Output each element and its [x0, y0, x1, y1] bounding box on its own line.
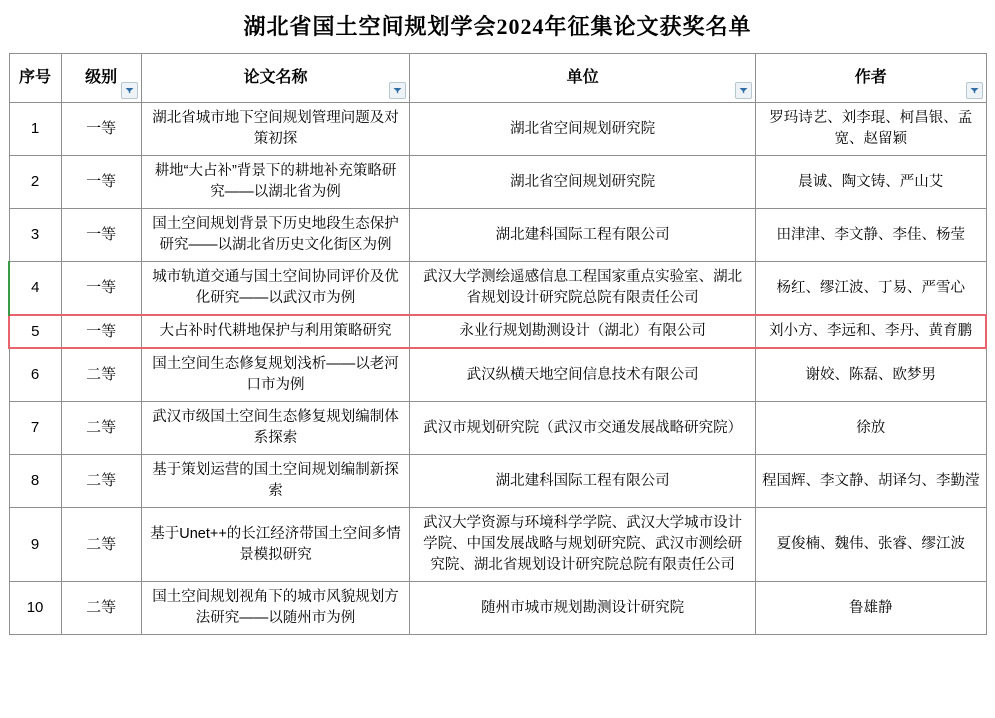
cell-level: 二等: [61, 508, 141, 582]
cell-unit: 湖北建科国际工程有限公司: [410, 455, 756, 508]
column-header-unit: [410, 54, 756, 103]
cell-authors: 鲁雄静: [756, 582, 987, 635]
cell-unit: 湖北建科国际工程有限公司: [410, 209, 756, 262]
cell-authors: 刘小方、李远和、李丹、黄育鹏: [756, 315, 987, 348]
cell-level: 二等: [61, 582, 141, 635]
cell-authors: 杨红、缪江波、丁易、严雪心: [756, 262, 987, 316]
table-row: [9, 582, 986, 635]
cell-index: 4: [9, 262, 61, 316]
column-header-paper: [141, 54, 410, 103]
table-row: [9, 508, 986, 582]
cell-unit: 武汉大学资源与环境科学学院、武汉大学城市设计学院、中国发展战略与规划研究院、武汉市测绘研究院、湖北省规划设计研究院总院有限责任公司: [410, 508, 756, 582]
cell-paper: 大占补时代耕地保护与利用策略研究: [141, 315, 410, 348]
cell-paper: 耕地“大占补”背景下的耕地补充策略研究——以湖北省为例: [141, 156, 410, 209]
cell-unit: 武汉市规划研究院（武汉市交通发展战略研究院）: [410, 402, 756, 455]
cell-paper: 国土空间规划视角下的城市风貌规划方法研究——以随州市为例: [141, 582, 410, 635]
cell-index: 9: [9, 508, 61, 582]
table-header: [9, 54, 986, 103]
cell-index: 7: [9, 402, 61, 455]
cell-level: 一等: [61, 209, 141, 262]
column-header-index: [9, 54, 61, 103]
filter-dropdown-icon-level[interactable]: [121, 82, 138, 99]
page-title: 湖北省国土空间规划学会2024年征集论文获奖名单: [243, 14, 752, 39]
column-header-authors-label: 作者: [854, 69, 887, 87]
cell-index: 10: [9, 582, 61, 635]
table-row: [9, 262, 986, 316]
filter-dropdown-icon-paper[interactable]: [389, 82, 406, 99]
cell-authors: 谢姣、陈磊、欧梦男: [756, 348, 987, 402]
cell-level: 二等: [61, 348, 141, 402]
cell-unit: 永业行规划勘测设计（湖北）有限公司: [410, 315, 756, 348]
cell-level: 一等: [61, 156, 141, 209]
column-header-index-label: 序号: [19, 69, 52, 87]
table-row: [9, 402, 986, 455]
cell-level: 一等: [61, 262, 141, 316]
cell-unit: 湖北省空间规划研究院: [410, 103, 756, 156]
cell-paper: 湖北省城市地下空间规划管理问题及对策初探: [141, 103, 410, 156]
cell-unit: 湖北省空间规划研究院: [410, 156, 756, 209]
cell-authors: 夏俊楠、魏伟、张睿、缪江波: [756, 508, 987, 582]
table-row: [9, 455, 986, 508]
column-header-paper-label: 论文名称: [243, 69, 308, 87]
filter-dropdown-icon-authors[interactable]: [966, 82, 983, 99]
table-row-highlighted: [9, 315, 986, 348]
cell-level: 二等: [61, 455, 141, 508]
cell-index: 2: [9, 156, 61, 209]
cell-unit: 武汉大学测绘遥感信息工程国家重点实验室、湖北省规划设计研究院总院有限责任公司: [410, 262, 756, 316]
cell-unit: 随州市城市规划勘测设计研究院: [410, 582, 756, 635]
cell-paper: 国土空间生态修复规划浅析——以老河口市为例: [141, 348, 410, 402]
cell-index: 8: [9, 455, 61, 508]
cell-index: 3: [9, 209, 61, 262]
cell-level: 一等: [61, 315, 141, 348]
cell-paper: 城市轨道交通与国土空间协同评价及优化研究——以武汉市为例: [141, 262, 410, 316]
column-header-authors: [756, 54, 987, 103]
table-header-row: [9, 54, 986, 103]
table-row: [9, 156, 986, 209]
cell-index: 1: [9, 103, 61, 156]
table-body: [9, 103, 986, 635]
cell-index: 5: [9, 315, 61, 348]
cell-authors: 晨诚、陶文铸、严山艾: [756, 156, 987, 209]
cell-level: 一等: [61, 103, 141, 156]
column-header-level: [61, 54, 141, 103]
cell-paper: 基于Unet++的长江经济带国土空间多情景模拟研究: [141, 508, 410, 582]
cell-paper: 国土空间规划背景下历史地段生态保护研究——以湖北省历史文化街区为例: [141, 209, 410, 262]
cell-paper: 武汉市级国土空间生态修复规划编制体系探索: [141, 402, 410, 455]
table-row: [9, 103, 986, 156]
cell-level: 二等: [61, 402, 141, 455]
column-header-level-label: 级别: [85, 69, 118, 87]
cell-authors: 程国辉、李文静、胡译匀、李勤滢: [756, 455, 987, 508]
cell-authors: 田津津、李文静、李佳、杨莹: [756, 209, 987, 262]
cell-authors: 徐放: [756, 402, 987, 455]
table-row: [9, 209, 986, 262]
table-row: [9, 348, 986, 402]
award-list-table: [8, 53, 987, 635]
cell-paper: 基于策划运营的国土空间规划编制新探索: [141, 455, 410, 508]
cell-authors: 罗玛诗艺、刘李琨、柯昌银、孟宽、赵留颖: [756, 103, 987, 156]
cell-index: 6: [9, 348, 61, 402]
cell-unit: 武汉纵横天地空间信息技术有限公司: [410, 348, 756, 402]
filter-dropdown-icon-unit[interactable]: [735, 82, 752, 99]
column-header-unit-label: 单位: [566, 69, 599, 87]
